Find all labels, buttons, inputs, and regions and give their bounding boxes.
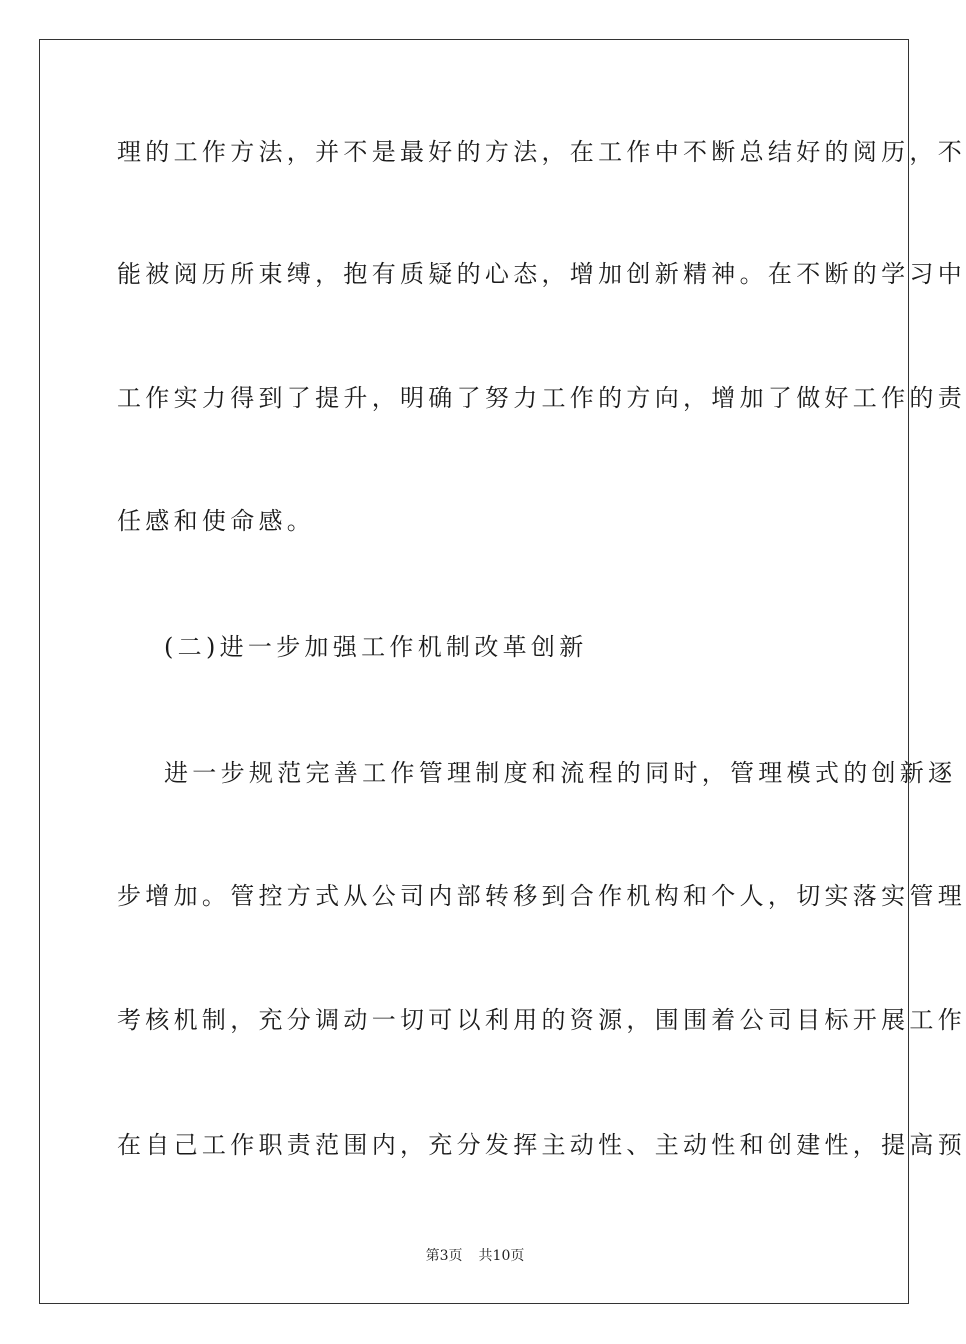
body-text-line: 考核机制，充分调动一切可以利用的资源，围围着公司目标开展工作 [117, 1006, 966, 1034]
body-text-line: 进一步规范完善工作管理制度和流程的同时，管理模式的创新逐 [164, 759, 957, 787]
page-number: 第3页 [425, 1248, 463, 1264]
body-text-line: 理的工作方法，并不是最好的方法，在工作中不断总结好的阅历，不 [117, 138, 966, 166]
body-text-line: 任感和使命感。 [117, 507, 316, 535]
body-text-line: 工作实力得到了提升，明确了努力工作的方向，增加了做好工作的责 [117, 384, 966, 412]
page-border [39, 39, 966, 1304]
section-heading: (二)进一步加强工作机制改革创新 [164, 633, 588, 661]
total-pages: 共10页 [478, 1248, 525, 1264]
body-text-line: 能被阅历所束缚，抱有质疑的心态，增加创新精神。在不断的学习中 [117, 260, 966, 288]
body-text-line: 步增加。管控方式从公司内部转移到合作机构和个人，切实落实管理 [117, 882, 966, 910]
page-footer [0, 1247, 950, 1265]
body-text-line: 在自己工作职责范围内，充分发挥主动性、主动性和创建性，提高预 [117, 1131, 966, 1159]
